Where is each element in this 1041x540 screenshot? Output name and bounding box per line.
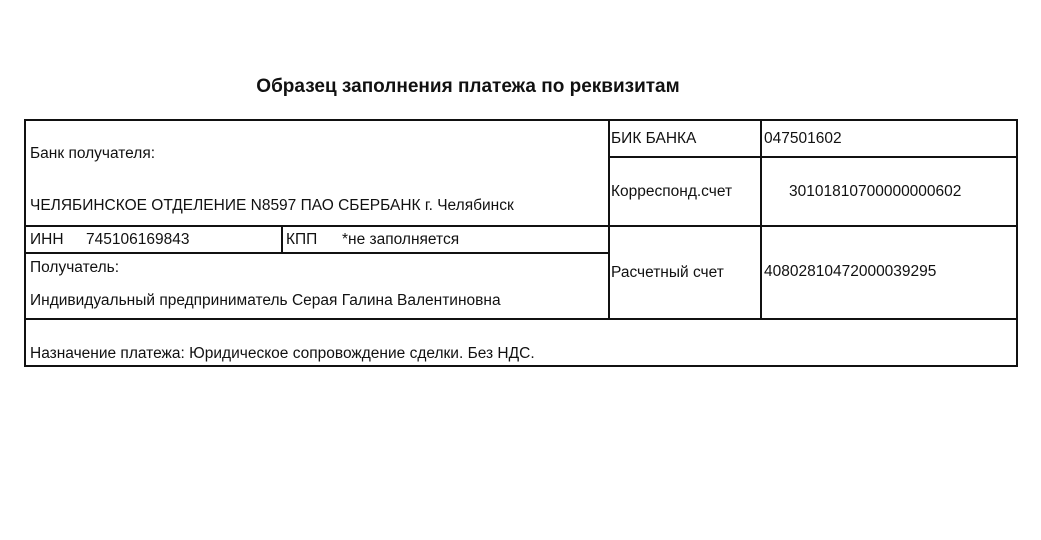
inn-label: ИНН [30,231,64,248]
recipient-name: Индивидуальный предприниматель Серая Галина Валентиновна [30,292,501,309]
divider-purpose-row [24,318,1018,320]
inn-value: 745106169843 [86,231,190,248]
divider-bik-row [608,156,1018,158]
bik-value: 047501602 [764,130,842,147]
payment-purpose: Назначение платежа: Юридическое сопровождение сделки. Без НДС. [30,345,535,362]
settlement-account-value: 40802810472000039295 [764,263,937,280]
kpp-value: *не заполняется [342,231,460,248]
bik-label: БИК БАНКА [611,130,697,147]
payment-form-table [24,119,1018,367]
corr-account-value: 30101810700000000602 [789,183,962,200]
table-border-top [24,119,1018,121]
settlement-account-label: Расчетный счет [611,264,724,281]
kpp-label: КПП [286,231,318,248]
recipient-label: Получатель: [30,259,120,276]
table-border-left [24,119,26,367]
table-border-bottom [24,365,1018,367]
divider-main-column [608,119,610,320]
divider-inn-row [24,252,610,254]
corr-account-label: Корреспонд.счет [611,183,733,200]
divider-inn-kpp [281,225,283,254]
divider-value-column [760,119,762,320]
divider-bank-row [24,225,610,227]
bank-label: Банк получателя: [30,145,156,162]
bank-name: ЧЕЛЯБИНСКОЕ ОТДЕЛЕНИЕ N8597 ПАО СБЕРБАНК г. Челябинск [30,197,514,214]
divider-corr-row [608,225,1018,227]
document-title: Образец заполнения платежа по реквизитам [256,76,680,97]
